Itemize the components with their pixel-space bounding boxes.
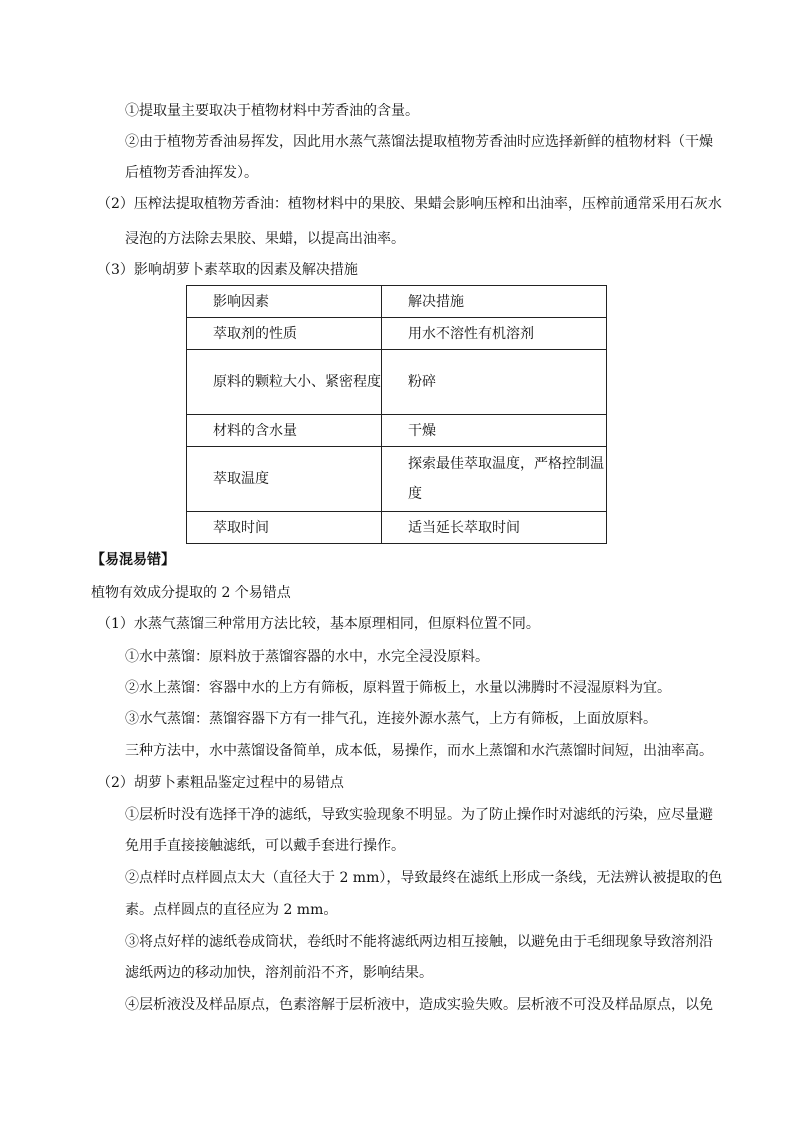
table-cell: 用水不溶性有机溶剂: [382, 318, 607, 350]
text-line: ①提取量主要取决于植物材料中芳香油的含量。: [125, 103, 419, 119]
text-line: 植物有效成分提取的 2 个易错点: [91, 585, 291, 601]
table-row: [187, 447, 607, 512]
text-line: 三种方法中，水中蒸馏设备简单，成本低，易操作，而水上蒸馏和水汽蒸馏时间短，出油率高。: [125, 743, 713, 759]
table-header-row: [187, 286, 607, 318]
section-heading: （3）影响胡萝卜素萃取的因素及解决措施: [97, 262, 358, 278]
text-line: ①层析时没有选择干净的滤纸，导致实验现象不明显。为了防止操作时对滤纸的污染，应尽量避: [125, 807, 713, 823]
table-cell: 萃取剂的性质: [187, 318, 382, 350]
text-line: （2）压榨法提取植物芳香油：植物材料中的果胶、果蜡会影响压榨和出油率，压榨前通常采用石灰水: [97, 196, 722, 212]
text-line: 素。点样圆点的直径应为 2 mm。: [125, 902, 338, 918]
table-cell: 萃取温度: [187, 447, 382, 512]
table-cell: 原料的颗粒大小、紧密程度: [187, 350, 382, 415]
text-line: 免用手直接接触滤纸，可以戴手套进行操作。: [125, 838, 405, 854]
table-cell: 适当延长萃取时间: [382, 512, 607, 544]
factors-table: [186, 285, 607, 544]
text-line: ③将点好样的滤纸卷成筒状，卷纸时不能将滤纸两边相互接触，以避免由于毛细现象导致溶剂沿: [125, 934, 713, 950]
text-line: （2）胡萝卜素粗品鉴定过程中的易错点: [97, 775, 344, 791]
section-heading: 【易混易错】: [91, 552, 175, 568]
table-row: [187, 318, 607, 350]
table-header-cell: 影响因素: [187, 286, 382, 318]
table-row: [187, 350, 607, 415]
table-header-cell: 解决措施: [382, 286, 607, 318]
table-cell: 探索最佳萃取温度，严格控制温度: [382, 447, 607, 512]
table-cell: 粉碎: [382, 350, 607, 415]
text-line: ①水中蒸馏：原料放于蒸馏容器的水中，水完全浸没原料。: [125, 649, 489, 665]
table-cell: 干燥: [382, 415, 607, 447]
text-line: ②水上蒸馏：容器中水的上方有筛板，原料置于筛板上，水量以沸腾时不浸湿原料为宜。: [125, 680, 671, 696]
text-line: ③水气蒸馏：蒸馏容器下方有一排气孔，连接外源水蒸气，上方有筛板，上面放原料。: [125, 711, 657, 727]
text-line: ②点样时点样圆点太大（直径大于 2 mm），导致最终在滤纸上形成一条线，无法辨认被提取的色: [125, 870, 723, 886]
text-line: （1）水蒸气蒸馏三种常用方法比较，基本原理相同，但原料位置不同。: [97, 616, 540, 632]
text-line: 滤纸两边的移动加快，溶剂前沿不齐，影响结果。: [125, 965, 433, 981]
table-cell: 萃取时间: [187, 512, 382, 544]
table-row: [187, 415, 607, 447]
text-line: ④层析液没及样品原点，色素溶解于层析液中，造成实验失败。层析液不可没及样品原点，以免: [125, 997, 713, 1013]
text-line: ②由于植物芳香油易挥发，因此用水蒸气蒸馏法提取植物芳香油时应选择新鲜的植物材料（干燥: [125, 134, 713, 150]
text-line: 后植物芳香油挥发）。: [125, 165, 258, 181]
table-cell: 材料的含水量: [187, 415, 382, 447]
table-row: [187, 512, 607, 544]
text-line: 浸泡的方法除去果胶、果蜡，以提高出油率。: [125, 231, 405, 247]
